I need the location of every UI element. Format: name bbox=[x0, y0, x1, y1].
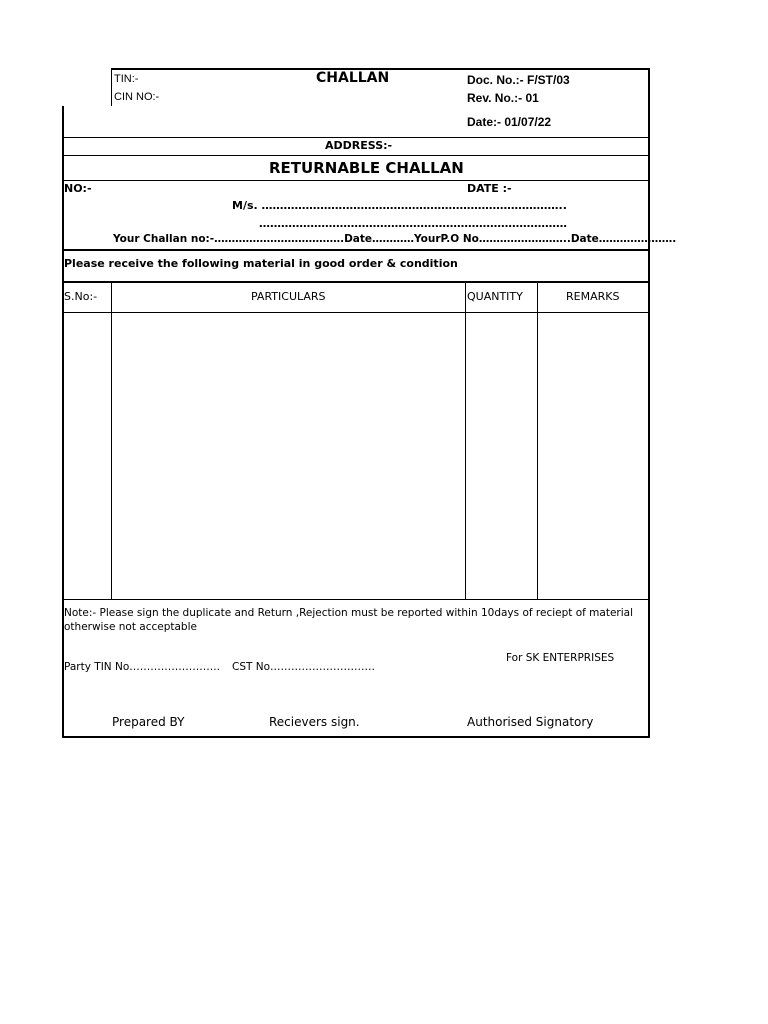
doc-date: Date:- 01/07/22 bbox=[467, 115, 552, 129]
rule-details-bottom bbox=[62, 249, 650, 251]
col-divider-particulars bbox=[465, 282, 466, 600]
column-header-remarks: REMARKS bbox=[566, 290, 620, 303]
col-divider-sno bbox=[111, 282, 112, 600]
challan-date-label: DATE :- bbox=[467, 182, 512, 195]
tin-label: TIN:- bbox=[114, 73, 139, 85]
rule-table-bottom bbox=[62, 599, 650, 600]
authorised-signatory-label: Authorised Signatory bbox=[467, 715, 594, 729]
rev-number: Rev. No.:- 01 bbox=[467, 91, 539, 105]
prepared-by-label: Prepared BY bbox=[112, 715, 185, 729]
bottom-border bbox=[62, 736, 650, 738]
cst-no: CST No………………………… bbox=[232, 661, 376, 673]
doc-number: Doc. No.:- F/ST/03 bbox=[467, 73, 570, 87]
cin-label: CIN NO:- bbox=[114, 91, 160, 103]
left-border bbox=[62, 106, 64, 738]
challan-title: CHALLAN bbox=[316, 70, 390, 86]
column-header-quantity: QUANTITY bbox=[467, 290, 523, 303]
address-label: ADDRESS:- bbox=[325, 139, 393, 152]
for-company: For SK ENTERPRISES bbox=[506, 652, 615, 664]
rule-receive-bottom bbox=[62, 281, 650, 283]
footer-note-line2: otherwise not acceptable bbox=[64, 621, 197, 633]
footer-note-line1: Note:- Please sign the duplicate and Return ,Rejection must be reported within 10days of reciept of material bbox=[64, 607, 634, 619]
col-divider-quantity bbox=[537, 282, 538, 600]
rule-table-header-bottom bbox=[62, 312, 650, 313]
rule-address-top bbox=[62, 137, 650, 138]
your-challan-line: Your Challan no:-……………………………….Date…………YourP.O No……………………..Date…………………. bbox=[113, 233, 677, 245]
ms-line: M/s. ……………………………………………………………………….. bbox=[232, 199, 567, 212]
returnable-challan-title: RETURNABLE CHALLAN bbox=[269, 159, 464, 177]
ms-line-continued: ………………………………………………………………………… bbox=[259, 217, 567, 230]
challan-no-label: NO:- bbox=[64, 182, 92, 195]
left-header-border bbox=[111, 68, 112, 106]
column-header-sno: S.No:- bbox=[64, 290, 98, 303]
receivers-sign-label: Recievers sign. bbox=[269, 715, 360, 729]
right-border bbox=[648, 68, 650, 738]
rule-address-bottom bbox=[62, 155, 650, 156]
party-tin-no: Party TIN No…………………….. bbox=[64, 661, 220, 673]
receive-note: Please receive the following material in good order & condition bbox=[64, 257, 458, 270]
column-header-particulars: PARTICULARS bbox=[251, 290, 326, 303]
rule-title-bottom bbox=[62, 180, 650, 181]
